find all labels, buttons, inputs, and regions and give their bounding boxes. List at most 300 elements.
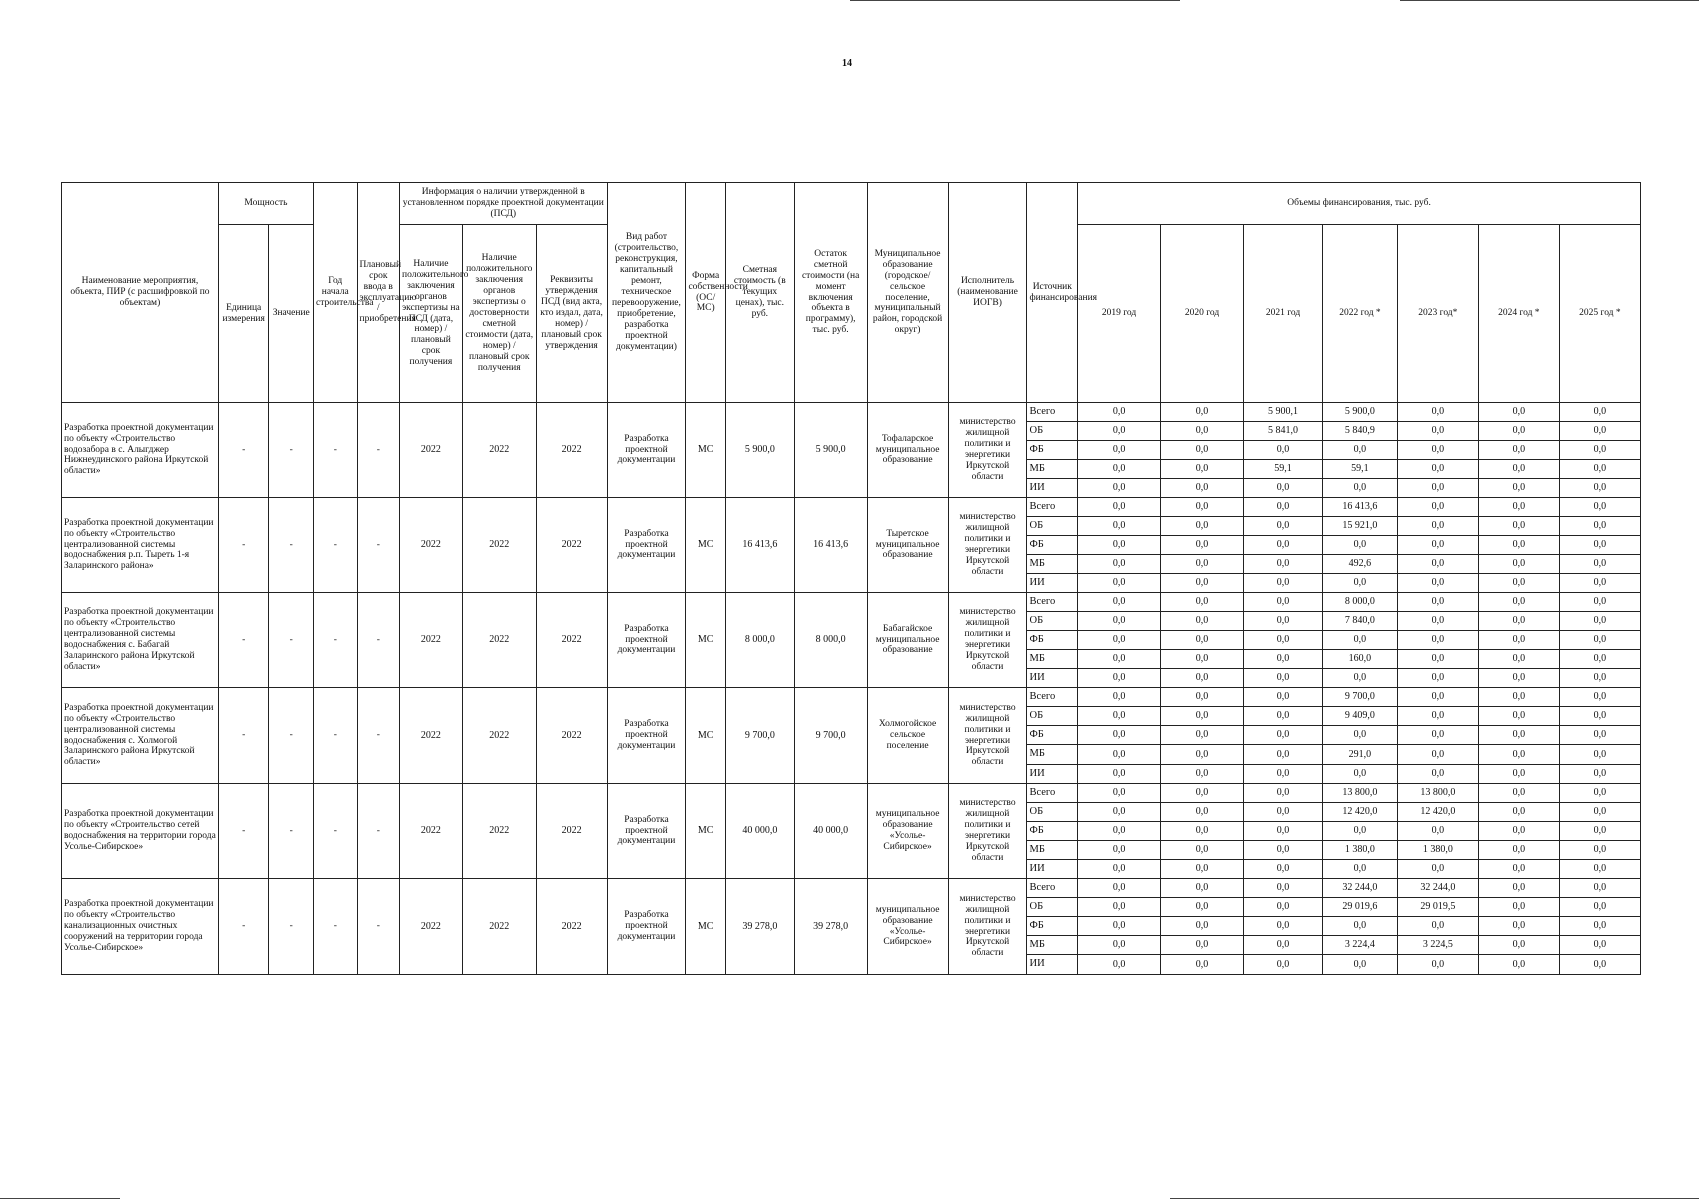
funding-value: 0,0 — [1559, 955, 1640, 975]
header-psd-details: Реквизиты утверждения ПСД (вид акта, кто издал, дата, номер) / плановый срок утверждения — [536, 225, 607, 403]
funding-source: ОБ — [1027, 422, 1078, 441]
funding-value: 5 841,0 — [1244, 422, 1323, 441]
psd-details-year: 2022 — [536, 879, 607, 975]
municipality: Бабагайское муниципальное образование — [867, 593, 948, 688]
funding-value: 0,0 — [1161, 422, 1244, 441]
funding-value: 8 000,0 — [1322, 593, 1397, 612]
funding-source: МБ — [1027, 460, 1078, 479]
funding-value: 0,0 — [1397, 726, 1478, 745]
funding-value: 0,0 — [1161, 403, 1244, 422]
funding-value: 29 019,5 — [1397, 898, 1478, 917]
funding-value: 0,0 — [1397, 593, 1478, 612]
funding-value: 0,0 — [1078, 593, 1161, 612]
ownership: МС — [686, 593, 725, 688]
start-year: - — [314, 498, 358, 593]
psd-expertise-year: 2022 — [400, 593, 463, 688]
funding-value: 0,0 — [1078, 707, 1161, 726]
table-row — [62, 784, 1641, 803]
planned-term: - — [357, 498, 400, 593]
funding-value: 0,0 — [1478, 555, 1559, 574]
executor: министерство жилищной политики и энергетики Иркутской области — [948, 403, 1027, 498]
funding-source: ОБ — [1027, 707, 1078, 726]
funding-value: 0,0 — [1478, 745, 1559, 765]
table-row — [62, 879, 1641, 898]
funding-source: Всего — [1027, 879, 1078, 898]
capacity-value: - — [269, 593, 314, 688]
funding-value: 0,0 — [1244, 822, 1323, 841]
header-ownership: Форма собственности (ОС/МС) — [686, 183, 725, 403]
funding-value: 0,0 — [1244, 955, 1323, 975]
funding-value: 0,0 — [1559, 517, 1640, 536]
funding-source: Всего — [1027, 403, 1078, 422]
psd-cost-year: 2022 — [462, 403, 536, 498]
object-name: Разработка проектной документации по объекту «Строительство водозабора в с. Алыгджер Нижнеудинского района Иркутской области» — [62, 403, 219, 498]
funding-value: 0,0 — [1244, 841, 1323, 860]
header-capacity: Мощность — [218, 183, 313, 225]
funding-value: 0,0 — [1244, 917, 1323, 936]
funding-source: ФБ — [1027, 536, 1078, 555]
ownership: МС — [686, 498, 725, 593]
funding-value: 13 800,0 — [1397, 784, 1478, 803]
funding-value: 0,0 — [1078, 688, 1161, 707]
funding-value: 0,0 — [1559, 936, 1640, 955]
funding-value: 0,0 — [1478, 669, 1559, 688]
funding-value: 0,0 — [1478, 574, 1559, 593]
funding-value: 0,0 — [1397, 422, 1478, 441]
funding-value: 0,0 — [1161, 650, 1244, 669]
funding-value: 0,0 — [1161, 898, 1244, 917]
funding-value: 0,0 — [1559, 860, 1640, 879]
funding-value: 0,0 — [1161, 707, 1244, 726]
funding-value: 0,0 — [1478, 460, 1559, 479]
start-year: - — [314, 403, 358, 498]
ownership: МС — [686, 688, 725, 784]
funding-value: 0,0 — [1161, 441, 1244, 460]
funding-source: МБ — [1027, 936, 1078, 955]
funding-value: 0,0 — [1161, 517, 1244, 536]
funding-value: 0,0 — [1397, 822, 1478, 841]
funding-value: 0,0 — [1244, 688, 1323, 707]
funding-value: 0,0 — [1161, 936, 1244, 955]
municipality: Холмогойское сельское поселение — [867, 688, 948, 784]
municipality: Тыретское муниципальное образование — [867, 498, 948, 593]
remaining-cost: 8 000,0 — [794, 593, 867, 688]
funding-value: 0,0 — [1559, 765, 1640, 784]
funding-value: 0,0 — [1161, 822, 1244, 841]
funding-value: 5 900,0 — [1322, 403, 1397, 422]
funding-value: 0,0 — [1397, 574, 1478, 593]
funding-value: 0,0 — [1559, 726, 1640, 745]
funding-value: 0,0 — [1161, 879, 1244, 898]
start-year: - — [314, 879, 358, 975]
funding-value: 0,0 — [1478, 479, 1559, 498]
funding-value: 5 840,9 — [1322, 422, 1397, 441]
header-psd-expertise: Наличие положительного заключения органов экспертизы на ПСД (дата, номер) / плановый срок получения — [400, 225, 463, 403]
funding-value: 0,0 — [1078, 803, 1161, 822]
funding-value: 9 409,0 — [1322, 707, 1397, 726]
funding-value: 3 224,4 — [1322, 936, 1397, 955]
ownership: МС — [686, 879, 725, 975]
funding-value: 0,0 — [1397, 555, 1478, 574]
funding-value: 0,0 — [1478, 765, 1559, 784]
funding-source: ОБ — [1027, 517, 1078, 536]
funding-value: 0,0 — [1078, 669, 1161, 688]
funding-value: 0,0 — [1397, 650, 1478, 669]
funding-value: 0,0 — [1397, 498, 1478, 517]
capacity-value: - — [269, 784, 314, 879]
funding-value: 0,0 — [1559, 498, 1640, 517]
psd-details-year: 2022 — [536, 403, 607, 498]
table-row — [62, 688, 1641, 707]
estimated-cost: 39 278,0 — [725, 879, 794, 975]
funding-value: 0,0 — [1244, 765, 1323, 784]
psd-details-year: 2022 — [536, 688, 607, 784]
work-type: Разработка проектной документации — [607, 593, 686, 688]
remaining-cost: 9 700,0 — [794, 688, 867, 784]
funding-value: 0,0 — [1078, 955, 1161, 975]
funding-value: 0,0 — [1559, 745, 1640, 765]
funding-value: 0,0 — [1244, 612, 1323, 631]
funding-value: 0,0 — [1244, 555, 1323, 574]
header-remaining-cost: Остаток сметной стоимости (на момент включения объекта в программу), тыс. руб. — [794, 183, 867, 403]
funding-source: ОБ — [1027, 898, 1078, 917]
funding-value: 9 700,0 — [1322, 688, 1397, 707]
funding-value: 0,0 — [1478, 955, 1559, 975]
header-year: 2023 год* — [1397, 225, 1478, 403]
funding-value: 0,0 — [1559, 917, 1640, 936]
funding-value: 0,0 — [1078, 631, 1161, 650]
funding-value: 7 840,0 — [1322, 612, 1397, 631]
funding-value: 0,0 — [1322, 441, 1397, 460]
object-name: Разработка проектной документации по объекту «Строительство централизованной системы водоснабжения с. Бабагай Заларинского района Иркутской области» — [62, 593, 219, 688]
funding-value: 0,0 — [1244, 879, 1323, 898]
capacity-unit: - — [218, 593, 269, 688]
header-year: 2019 год — [1078, 225, 1161, 403]
funding-value: 160,0 — [1322, 650, 1397, 669]
funding-value: 0,0 — [1478, 631, 1559, 650]
funding-value: 0,0 — [1397, 955, 1478, 975]
start-year: - — [314, 688, 358, 784]
remaining-cost: 5 900,0 — [794, 403, 867, 498]
capacity-unit: - — [218, 498, 269, 593]
estimated-cost: 9 700,0 — [725, 688, 794, 784]
funding-value: 3 224,5 — [1397, 936, 1478, 955]
header-funding: Объемы финансирования, тыс. руб. — [1078, 183, 1641, 225]
header-source: Источник финансирования — [1027, 183, 1078, 403]
funding-value: 0,0 — [1559, 574, 1640, 593]
header-value: Значение — [269, 225, 314, 403]
remaining-cost: 39 278,0 — [794, 879, 867, 975]
psd-cost-year: 2022 — [462, 879, 536, 975]
funding-value: 0,0 — [1559, 536, 1640, 555]
funding-source: МБ — [1027, 841, 1078, 860]
executor: министерство жилищной политики и энергетики Иркутской области — [948, 784, 1027, 879]
remaining-cost: 16 413,6 — [794, 498, 867, 593]
funding-source: ОБ — [1027, 803, 1078, 822]
header-year: 2024 год * — [1478, 225, 1559, 403]
funding-value: 12 420,0 — [1397, 803, 1478, 822]
funding-source: ФБ — [1027, 917, 1078, 936]
funding-source: Всего — [1027, 784, 1078, 803]
psd-details-year: 2022 — [536, 498, 607, 593]
scan-edge-top-1 — [850, 0, 1180, 1]
header-work-type: Вид работ (строительство, реконструкция, капитальный ремонт, техническое перевооружение, приобретение, разработка проектной документации) — [607, 183, 686, 403]
header-year: 2022 год * — [1322, 225, 1397, 403]
funding-value: 0,0 — [1478, 650, 1559, 669]
funding-value: 0,0 — [1244, 726, 1323, 745]
funding-value: 59,1 — [1244, 460, 1323, 479]
funding-source: МБ — [1027, 745, 1078, 765]
funding-value: 0,0 — [1478, 688, 1559, 707]
funding-value: 0,0 — [1397, 517, 1478, 536]
funding-value: 0,0 — [1478, 784, 1559, 803]
funding-value: 0,0 — [1244, 650, 1323, 669]
funding-value: 0,0 — [1161, 479, 1244, 498]
header-year: 2025 год * — [1559, 225, 1640, 403]
funding-value: 0,0 — [1078, 784, 1161, 803]
funding-value: 5 900,1 — [1244, 403, 1323, 422]
funding-value: 0,0 — [1397, 745, 1478, 765]
funding-source: Всего — [1027, 593, 1078, 612]
funding-source: ИИ — [1027, 574, 1078, 593]
planned-term: - — [357, 784, 400, 879]
funding-source: ФБ — [1027, 726, 1078, 745]
object-name: Разработка проектной документации по объекту «Строительство канализационных очистных сооружений на территории города Усолье-Сибирское» — [62, 879, 219, 975]
ownership: МС — [686, 403, 725, 498]
estimated-cost: 5 900,0 — [725, 403, 794, 498]
funding-value: 0,0 — [1244, 745, 1323, 765]
funding-value: 0,0 — [1559, 612, 1640, 631]
funding-source: МБ — [1027, 650, 1078, 669]
funding-value: 0,0 — [1161, 612, 1244, 631]
psd-details-year: 2022 — [536, 784, 607, 879]
psd-expertise-year: 2022 — [400, 688, 463, 784]
funding-value: 0,0 — [1161, 631, 1244, 650]
funding-value: 0,0 — [1397, 917, 1478, 936]
header-psd-cost: Наличие положительного заключения органов экспертизы о достоверности сметной стоимости (дата, номер) / плановый срок получения — [462, 225, 536, 403]
funding-value: 0,0 — [1244, 707, 1323, 726]
psd-expertise-year: 2022 — [400, 784, 463, 879]
ownership: МС — [686, 784, 725, 879]
funding-value: 0,0 — [1559, 688, 1640, 707]
funding-value: 15 921,0 — [1322, 517, 1397, 536]
funding-value: 0,0 — [1397, 612, 1478, 631]
header-executor: Исполнитель (наименование ИОГВ) — [948, 183, 1027, 403]
psd-cost-year: 2022 — [462, 784, 536, 879]
funding-source: МБ — [1027, 555, 1078, 574]
funding-value: 0,0 — [1559, 593, 1640, 612]
funding-value: 0,0 — [1397, 765, 1478, 784]
remaining-cost: 40 000,0 — [794, 784, 867, 879]
funding-value: 0,0 — [1559, 403, 1640, 422]
funding-value: 0,0 — [1322, 860, 1397, 879]
funding-value: 0,0 — [1078, 879, 1161, 898]
table-body — [62, 403, 1641, 975]
funding-value: 0,0 — [1161, 765, 1244, 784]
funding-value: 0,0 — [1078, 498, 1161, 517]
funding-value: 0,0 — [1478, 707, 1559, 726]
municipality: муниципальное образование «Усолье-Сибирское» — [867, 879, 948, 975]
funding-value: 0,0 — [1397, 536, 1478, 555]
funding-value: 0,0 — [1478, 898, 1559, 917]
funding-value: 0,0 — [1244, 669, 1323, 688]
funding-value: 0,0 — [1244, 536, 1323, 555]
funding-source: ИИ — [1027, 860, 1078, 879]
executor: министерство жилищной политики и энергетики Иркутской области — [948, 879, 1027, 975]
funding-value: 0,0 — [1559, 631, 1640, 650]
table-row — [62, 593, 1641, 612]
funding-value: 0,0 — [1559, 841, 1640, 860]
funding-value: 0,0 — [1078, 517, 1161, 536]
funding-value: 0,0 — [1161, 460, 1244, 479]
funding-value: 16 413,6 — [1322, 498, 1397, 517]
funding-source: ФБ — [1027, 822, 1078, 841]
funding-value: 0,0 — [1322, 479, 1397, 498]
funding-value: 0,0 — [1559, 822, 1640, 841]
planned-term: - — [357, 403, 400, 498]
work-type: Разработка проектной документации — [607, 879, 686, 975]
psd-cost-year: 2022 — [462, 498, 536, 593]
funding-value: 0,0 — [1078, 860, 1161, 879]
funding-value: 0,0 — [1478, 879, 1559, 898]
funding-value: 0,0 — [1244, 574, 1323, 593]
psd-cost-year: 2022 — [462, 593, 536, 688]
funding-value: 0,0 — [1478, 917, 1559, 936]
funding-value: 0,0 — [1078, 822, 1161, 841]
funding-value: 0,0 — [1078, 479, 1161, 498]
header-municipality: Муниципальное образование (городское/сельское поселение, муниципальный район, городской округ) — [867, 183, 948, 403]
funding-value: 0,0 — [1478, 498, 1559, 517]
funding-value: 0,0 — [1478, 612, 1559, 631]
funding-value: 291,0 — [1322, 745, 1397, 765]
funding-value: 0,0 — [1397, 479, 1478, 498]
funding-value: 0,0 — [1161, 784, 1244, 803]
work-type: Разработка проектной документации — [607, 403, 686, 498]
funding-value: 32 244,0 — [1322, 879, 1397, 898]
funding-value: 0,0 — [1559, 460, 1640, 479]
funding-value: 0,0 — [1478, 936, 1559, 955]
capacity-unit: - — [218, 688, 269, 784]
funding-value: 0,0 — [1244, 517, 1323, 536]
municipality: Тофаларское муниципальное образование — [867, 403, 948, 498]
funding-value: 0,0 — [1397, 688, 1478, 707]
funding-value: 0,0 — [1078, 936, 1161, 955]
funding-value: 0,0 — [1559, 555, 1640, 574]
funding-value: 0,0 — [1478, 422, 1559, 441]
funding-value: 0,0 — [1322, 765, 1397, 784]
executor: министерство жилищной политики и энергетики Иркутской области — [948, 688, 1027, 784]
work-type: Разработка проектной документации — [607, 784, 686, 879]
funding-value: 0,0 — [1478, 441, 1559, 460]
funding-value: 0,0 — [1161, 841, 1244, 860]
funding-value: 0,0 — [1322, 726, 1397, 745]
funding-value: 0,0 — [1559, 479, 1640, 498]
header-year: 2021 год — [1244, 225, 1323, 403]
funding-value: 0,0 — [1078, 726, 1161, 745]
funding-value: 0,0 — [1322, 631, 1397, 650]
funding-source: ИИ — [1027, 669, 1078, 688]
funding-value: 0,0 — [1559, 669, 1640, 688]
header-start-year: Год начала строительства — [314, 183, 358, 403]
planned-term: - — [357, 688, 400, 784]
funding-value: 0,0 — [1478, 403, 1559, 422]
start-year: - — [314, 593, 358, 688]
funding-value: 0,0 — [1559, 422, 1640, 441]
funding-value: 0,0 — [1478, 841, 1559, 860]
funding-value: 0,0 — [1161, 669, 1244, 688]
funding-value: 0,0 — [1478, 517, 1559, 536]
funding-value: 0,0 — [1244, 631, 1323, 650]
funding-value: 0,0 — [1078, 745, 1161, 765]
funding-value: 0,0 — [1322, 536, 1397, 555]
funding-value: 59,1 — [1322, 460, 1397, 479]
funding-value: 0,0 — [1397, 441, 1478, 460]
header-year: 2020 год — [1161, 225, 1244, 403]
capacity-value: - — [269, 498, 314, 593]
capacity-unit: - — [218, 403, 269, 498]
funding-value: 0,0 — [1478, 803, 1559, 822]
funding-value: 0,0 — [1078, 422, 1161, 441]
funding-value: 0,0 — [1078, 917, 1161, 936]
funding-value: 0,0 — [1478, 860, 1559, 879]
funding-value: 0,0 — [1161, 917, 1244, 936]
header-name: Наименование мероприятия, объекта, ПИР (с расшифровкой по объектам) — [62, 183, 219, 403]
psd-expertise-year: 2022 — [400, 498, 463, 593]
funding-value: 0,0 — [1078, 841, 1161, 860]
funding-value: 0,0 — [1322, 955, 1397, 975]
funding-value: 0,0 — [1078, 574, 1161, 593]
funding-value: 0,0 — [1397, 460, 1478, 479]
work-type: Разработка проектной документации — [607, 498, 686, 593]
funding-value: 0,0 — [1397, 403, 1478, 422]
funding-value: 0,0 — [1244, 784, 1323, 803]
funding-value: 0,0 — [1559, 441, 1640, 460]
funding-value: 492,6 — [1322, 555, 1397, 574]
psd-expertise-year: 2022 — [400, 879, 463, 975]
funding-value: 0,0 — [1161, 860, 1244, 879]
funding-source: ИИ — [1027, 955, 1078, 975]
funding-value: 0,0 — [1478, 536, 1559, 555]
funding-source: ФБ — [1027, 631, 1078, 650]
estimated-cost: 8 000,0 — [725, 593, 794, 688]
planned-term: - — [357, 593, 400, 688]
funding-value: 0,0 — [1161, 745, 1244, 765]
estimated-cost: 16 413,6 — [725, 498, 794, 593]
funding-value: 0,0 — [1161, 593, 1244, 612]
header-psd-info: Информация о наличии утвержденной в установленном порядке проектной документации (ПСД) — [400, 183, 607, 225]
funding-value: 0,0 — [1244, 441, 1323, 460]
funding-value: 1 380,0 — [1322, 841, 1397, 860]
funding-value: 0,0 — [1161, 726, 1244, 745]
funding-value: 13 800,0 — [1322, 784, 1397, 803]
program-table — [61, 182, 1641, 975]
funding-value: 0,0 — [1244, 936, 1323, 955]
funding-value: 0,0 — [1322, 917, 1397, 936]
funding-value: 29 019,6 — [1322, 898, 1397, 917]
funding-value: 0,0 — [1078, 650, 1161, 669]
funding-source: ИИ — [1027, 479, 1078, 498]
funding-value: 0,0 — [1559, 898, 1640, 917]
psd-cost-year: 2022 — [462, 688, 536, 784]
funding-source: ИИ — [1027, 765, 1078, 784]
funding-value: 0,0 — [1161, 498, 1244, 517]
funding-source: ОБ — [1027, 612, 1078, 631]
header-estimated-cost: Сметная стоимость (в текущих ценах), тыс. руб. — [725, 183, 794, 403]
funding-value: 0,0 — [1078, 765, 1161, 784]
funding-value: 0,0 — [1244, 479, 1323, 498]
funding-value: 12 420,0 — [1322, 803, 1397, 822]
executor: министерство жилищной политики и энергетики Иркутской области — [948, 593, 1027, 688]
